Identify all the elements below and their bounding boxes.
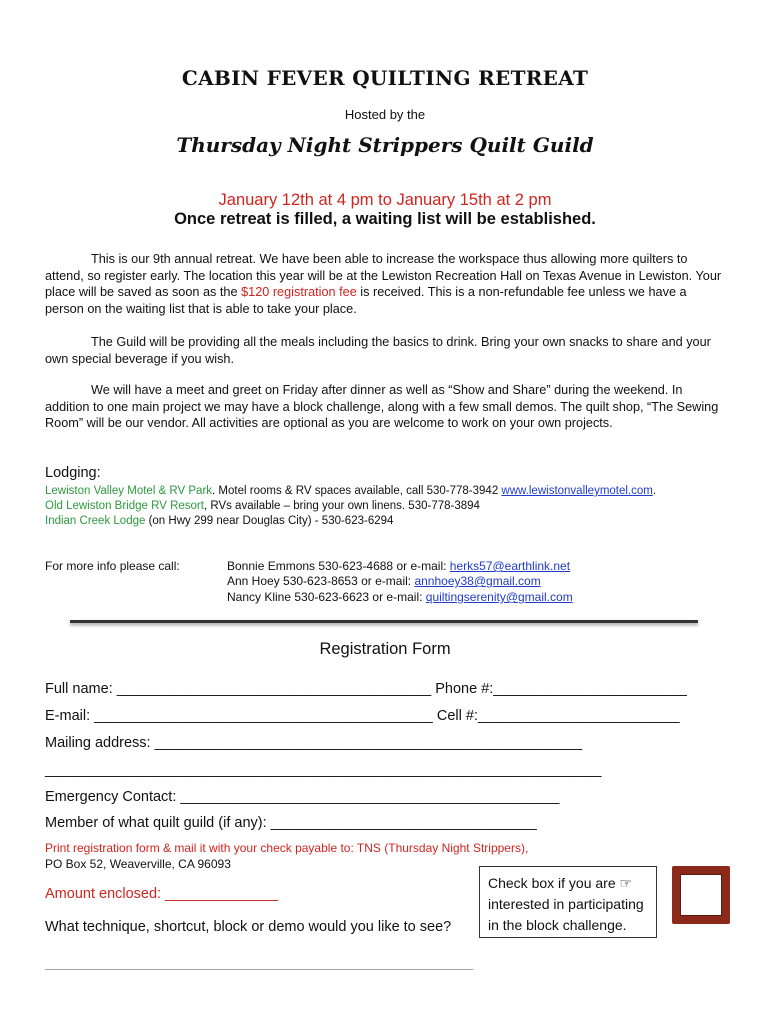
lodging-heading: Lodging: xyxy=(45,465,101,481)
lodging-item-rv-resort xyxy=(45,499,480,514)
contact-row xyxy=(227,559,570,573)
contact-email-link[interactable]: annhoey38@gmail.com xyxy=(414,574,541,588)
contact-text: Ann Hoey 530-623-8653 or e-mail: xyxy=(227,574,415,588)
lodging-period: . xyxy=(652,485,657,497)
lodging-details: , RVs available – bring your own linens. 530-778-3894 xyxy=(203,500,480,512)
full-name-phone-field[interactable]: Full name: _______________________________________ Phone #:________________________ xyxy=(45,681,687,697)
paragraph-meals: The Guild will be providing all the meals including the basics to drink. Bring your own snacks to share and your own special beverage if you wish. xyxy=(45,335,711,366)
contact-row xyxy=(227,574,541,588)
contact-row xyxy=(227,590,573,604)
emergency-contact-field[interactable]: Emergency Contact: _______________________________________________ xyxy=(45,789,560,805)
contact-text: Bonnie Emmons 530-623-4688 or e-mail: xyxy=(227,559,450,573)
lodging-name: Indian Creek Lodge xyxy=(45,515,146,527)
technique-question: What technique, shortcut, block or demo would you like to see? xyxy=(45,919,452,935)
block-challenge-note: Check box if you are ☞ interested in participating in the block challenge. xyxy=(479,866,657,938)
mailing-instructions-line-1: Print registration form & mail it with your check payable to: TNS (Thursday Night Strippers), xyxy=(45,841,529,855)
lodging-details: . Motel rooms & RV spaces available, call 530-778-3942 xyxy=(212,485,502,497)
waiting-list-notice: Once retreat is filled, a waiting list will be established. xyxy=(174,210,596,228)
section-divider xyxy=(70,620,698,623)
mailing-instructions-line-2: PO Box 52, Weaverville, CA 96093 xyxy=(45,857,231,871)
paragraph-intro xyxy=(45,251,725,317)
lodging-name: Old Lewiston Bridge RV Resort xyxy=(45,500,204,512)
lodging-item-motel xyxy=(45,484,656,499)
hosted-by-text: Hosted by the xyxy=(344,107,426,122)
more-info-label: For more info please call: xyxy=(45,559,180,573)
lodging-item-lodge xyxy=(45,514,393,529)
retreat-dates: January 12th at 4 pm to January 15th at 2 pm xyxy=(218,191,552,209)
contact-text: Nancy Kline 530-623-6623 or e-mail: xyxy=(227,590,426,604)
contact-email-link[interactable]: herks57@earthlink.net xyxy=(449,559,571,573)
contact-email-link[interactable]: quiltingserenity@gmail.com xyxy=(425,590,573,604)
lodging-name: Lewiston Valley Motel & RV Park xyxy=(45,485,213,497)
mailing-instructions xyxy=(45,840,528,872)
amount-enclosed-field[interactable]: Amount enclosed: ______________ xyxy=(45,886,278,902)
technique-answer-line[interactable]: _______________________________________________________ xyxy=(45,954,474,970)
lodging-details: (on Hwy 299 near Douglas City) - 530-623-6294 xyxy=(145,515,394,527)
paragraph-activities: We will have a meet and greet on Friday after dinner as well as “Show and Share” during the weekend. In addition to one main project we may have a block challenge, along with a few small demos. The quilt shop, “The Sewing Room” will be our vendor. All activities are optional as you are welcome to work on your own projects. xyxy=(45,383,719,430)
retreat-title: CABIN FEVER QUILTING RETREAT xyxy=(181,66,589,90)
guild-name: Thursday Night Strippers Quilt Guild xyxy=(176,133,594,157)
paragraph-intro-text-b: is received. This is a non-refundable fee unless we have a person on the waiting list that is able to take your place. xyxy=(45,285,687,316)
registration-form-heading: Registration Form xyxy=(319,640,451,658)
mailing-address-field[interactable]: Mailing address: _____________________________________________________ xyxy=(45,735,583,751)
mailing-address-line-2[interactable]: _____________________________________________________________________ xyxy=(45,762,602,778)
motel-website-link[interactable]: www.lewistonvalleymotel.com xyxy=(501,485,653,497)
paragraph-intro-text-a: This is our 9th annual retreat. We have been able to increase the workspace thus allowing more quilters to attend, so register early. The location this year will be at the Lewiston Recreation Hall on Texas Avenue in Lewiston. Your place will be saved as soon as the xyxy=(45,252,722,299)
block-challenge-checkbox[interactable] xyxy=(680,874,722,916)
quilt-guild-field[interactable]: Member of what quilt guild (if any): _________________________________ xyxy=(45,815,537,831)
registration-fee: $120 registration fee xyxy=(241,285,357,299)
email-cell-field[interactable]: E-mail: __________________________________________ Cell #:_________________________ xyxy=(45,708,680,724)
